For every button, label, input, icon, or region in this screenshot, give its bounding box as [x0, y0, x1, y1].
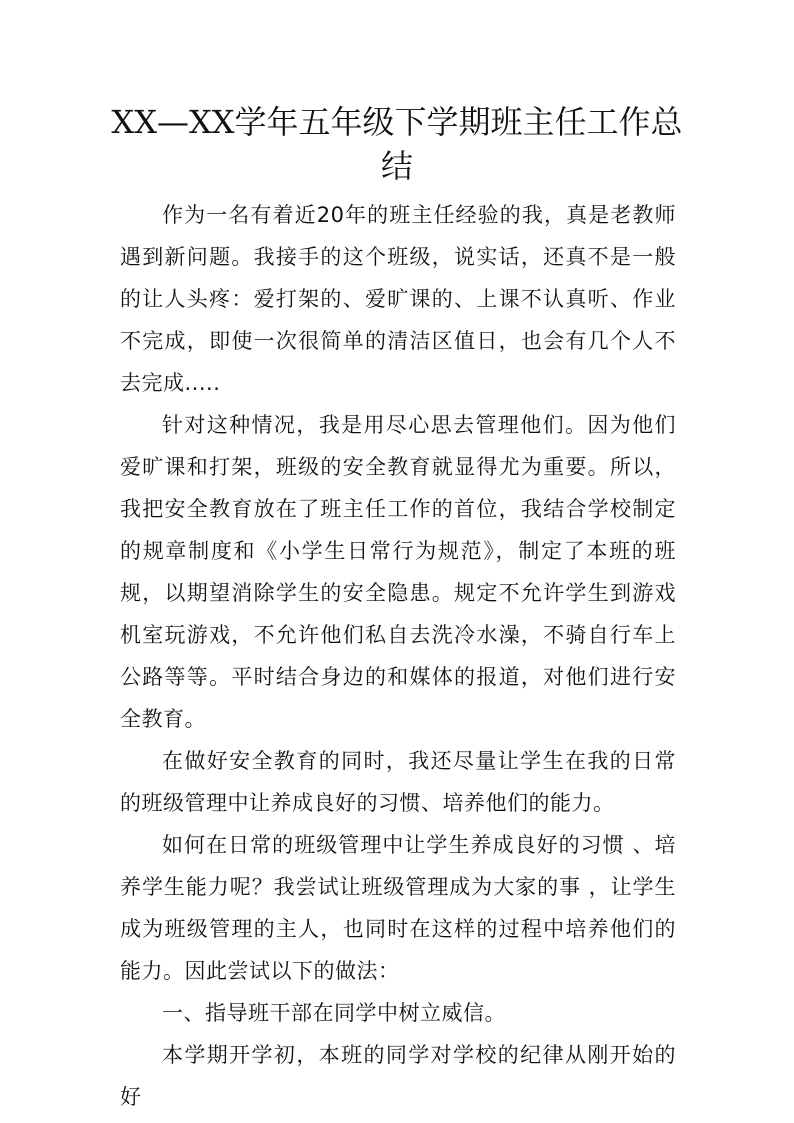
section-heading: 一、指导班干部在同学中树立威信。 [162, 1001, 506, 1025]
paragraph: 在做好安全教育的同时，我还尽量让学生在我的日常的班级管理中让养成良好的习惯、培养他们的能力。 [120, 749, 676, 815]
paragraph: 针对这种情况，我是用尽心思去管理他们。因为他们爱旷课和打架，班级的安全教育就显得尤为重要。所以，我把安全教育放在了班主任工作的首位，我结合学校制定的规章制度和《小学生日常行为规范》，制定了本班的班规，以期望消除学生的安全隐患。规定不允许学生到游戏机室玩游戏，不允许他们私自去洗冷水澡，不骑自行车上公路等等。平时结合身边的和媒体的报道，对他们进行安全教育。 [120, 413, 676, 731]
paragraph: 作为一名有着近20年的班主任经验的我，真是老教师遇到新问题。我接手的这个班级，说实话，还真不是一般的让人头疼：爱打架的、爱旷课的、上课不认真听、作业不完成，即使一次很简单的清洁区值日，也会有几个人不去完成..... [120, 203, 676, 395]
paragraph: 如何在日常的班级管理中让学生养成良好的习惯 、培养学生能力呢？我尝试让班级管理成为大家的事 ，让学生成为班级管理的主人，也同时在这样的过程中培养他们的能力。因此尝试以下的做法： [120, 833, 676, 983]
paragraph: 本学期开学初，本班的同学对学校的纪律从刚开始的好 [120, 1043, 676, 1109]
document-title: XX—XX学年五年级下学期班主任工作总结 [111, 103, 683, 185]
document-body [120, 194, 676, 1118]
